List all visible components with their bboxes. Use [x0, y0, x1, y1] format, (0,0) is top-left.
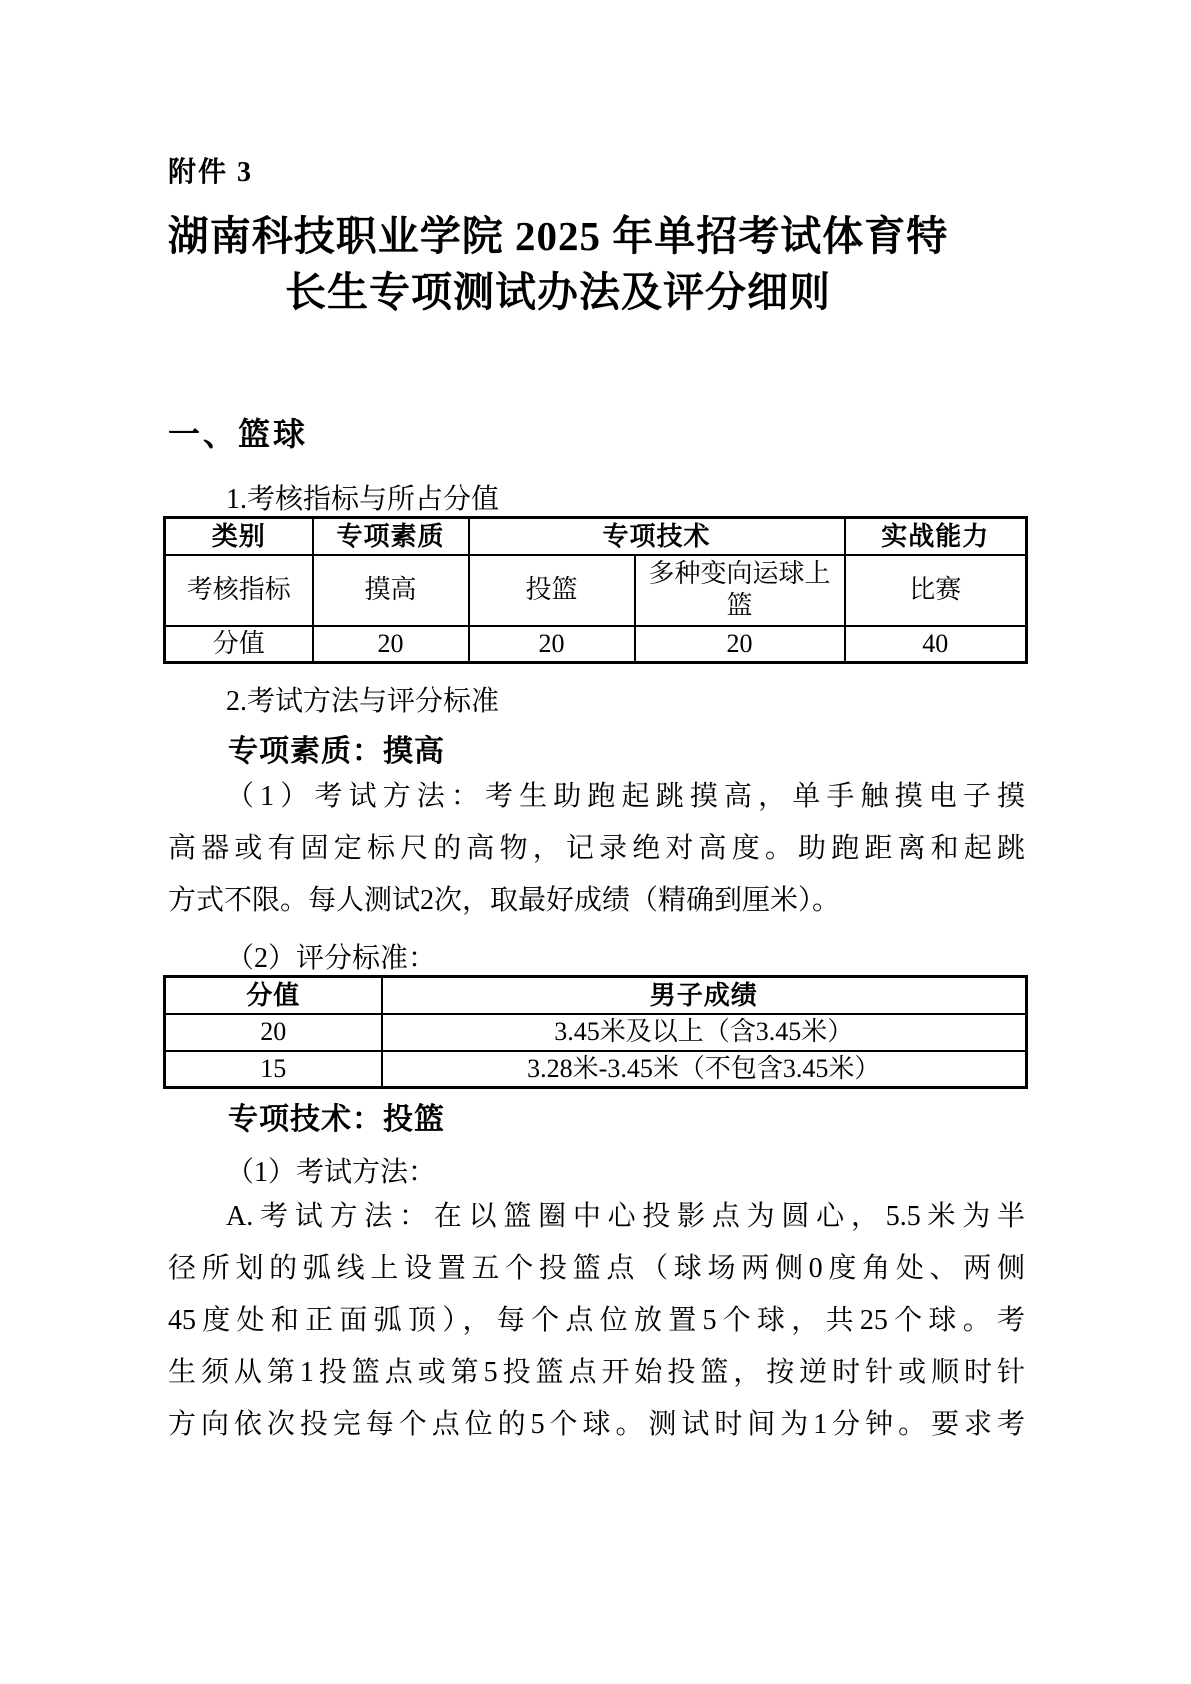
document-title-line-1: 湖南科技职业学院 2025 年单招考试体育特 [167, 213, 949, 259]
section-heading-basketball: 一、篮球 [168, 416, 309, 452]
table1-cell-touch-height: 摸高 [313, 555, 469, 626]
table1-header-special-quality: 专项素质 [313, 518, 469, 555]
table2-cell-result-20: 3.45米及以上（含3.45米） [382, 1014, 1027, 1051]
table2-header-score: 分值 [165, 977, 382, 1014]
paragraph-line: （1）考试方法：考生助跑起跳摸高，单手触摸电子摸 [226, 781, 1025, 812]
table1-cell-dribble-layup: 多种变向运球上篮 [635, 555, 845, 626]
paragraph-line: A.考试方法：在以篮圈中心投影点为圆心，5.5米为半 [226, 1201, 1025, 1232]
table1-cell-score-4: 40 [845, 626, 1027, 663]
subheading-method-and-scoring: 2.考试方法与评分标准 [226, 686, 500, 717]
table1-cell-score-3: 20 [635, 626, 845, 663]
table-row [165, 977, 1027, 1014]
quality-method-paragraph [168, 771, 1025, 927]
heading-special-quality-touch-height: 专项素质：摸高 [228, 735, 445, 768]
paragraph-line: 方式不限。每人测试2次，取最好成绩（精确到厘米）。 [168, 885, 841, 916]
paragraph-line: 生须从第1投篮点或第5投篮点开始投篮，按逆时针或顺时针 [168, 1357, 1025, 1388]
subheading-indicators-and-scores: 1.考核指标与所占分值 [226, 484, 500, 515]
table1-cell-score-1: 20 [313, 626, 469, 663]
table1-cell-score-2: 20 [469, 626, 635, 663]
skill-method-paragraph [168, 1191, 1025, 1451]
touch-height-scoring-table [163, 975, 1028, 1089]
heading-special-technique-shooting: 专项技术：投篮 [228, 1103, 445, 1136]
table2-cell-score-20: 20 [165, 1014, 382, 1051]
skill-method-label: （1）考试方法： [226, 1157, 437, 1188]
table-row [165, 626, 1027, 663]
attachment-label: 附件 3 [168, 157, 254, 188]
table-row [165, 1051, 1027, 1088]
table1-cell-indicator-label: 考核指标 [165, 555, 313, 626]
table-row [165, 518, 1027, 555]
indicators-score-table [163, 516, 1028, 664]
table-row [165, 555, 1027, 626]
paragraph-line: 径所划的弧线上设置五个投篮点（球场两侧0度角处、两侧 [168, 1253, 1025, 1284]
paragraph-line: 45度处和正面弧顶），每个点位放置5个球，共25个球。考 [168, 1305, 1025, 1336]
paragraph-line: 方向依次投完每个点位的5个球。测试时间为1分钟。要求考 [168, 1409, 1025, 1440]
table2-cell-score-15: 15 [165, 1051, 382, 1088]
table1-cell-game: 比赛 [845, 555, 1027, 626]
document-title-line-2: 长生专项测试办法及评分细则 [285, 269, 831, 315]
table-row [165, 1014, 1027, 1051]
paragraph-line: 高器或有固定标尺的高物，记录绝对高度。助跑距离和起跳 [168, 833, 1025, 864]
table1-cell-score-label: 分值 [165, 626, 313, 663]
document-title [163, 208, 953, 320]
table1-cell-shooting: 投篮 [469, 555, 635, 626]
table1-header-category: 类别 [165, 518, 313, 555]
table1-header-practical-ability: 实战能力 [845, 518, 1027, 555]
table2-header-male-result: 男子成绩 [382, 977, 1027, 1014]
table1-header-special-technique: 专项技术 [469, 518, 845, 555]
quality-scoring-label: （2）评分标准： [226, 943, 437, 974]
table2-cell-result-15: 3.28米-3.45米（不包含3.45米） [382, 1051, 1027, 1088]
